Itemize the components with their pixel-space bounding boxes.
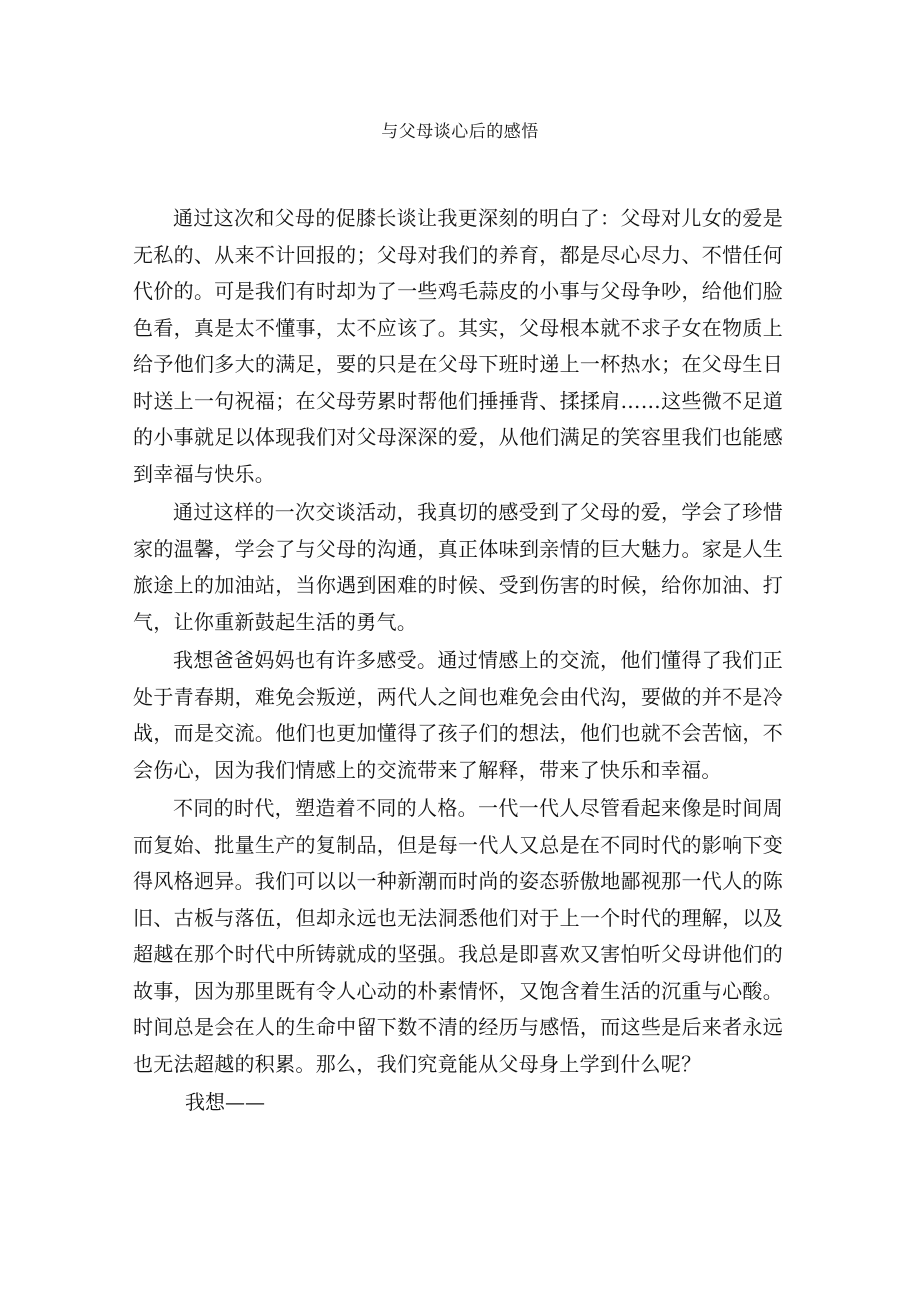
closing-line: 我想—— [185,1090,265,1114]
paragraph-1: 通过这次和父母的促膝长谈让我更深刻的明白了：父母对儿女的爱是无私的、从来不计回报的；父母对我们的养育，都是尽心尽力、不惜任何代价的。可是我们有时却为了一些鸡毛蒜皮的小事与父母争吵，给他们脸色看，真是太不懂事，太不应该了。其实，父母根本就不求子女在物质上给予他们多大的满足，要的只是在父母下班时递上一杯热水；在父母生日时送上一句祝福；在父母劳累时帮他们捶捶背、揉揉肩……这些微不足道的小事就足以体现我们对父母深深的爱，从他们满足的笑容里我们也能感到幸福与快乐。 [133,206,783,486]
document-title: 与父母谈心后的感悟 [381,122,539,142]
paragraph-4: 不同的时代，塑造着不同的人格。一代一代人尽管看起来像是时间周而复始、批量生产的复制品，但是每一代人又总是在不同时代的影响下变得风格迥异。我们可以以一种新潮而时尚的姿态骄傲地鄙视那一代人的陈旧、古板与落伍，但却永远也无法洞悉他们对于上一个时代的理解，以及超越在那个时代中所铸就成的坚强。我总是即喜欢又害怕听父母讲他们的故事，因为那里既有令人心动的朴素情怀，又饱含着生活的沉重与心酸。时间总是会在人的生命中留下数不清的经历与感悟，而这些是后来者永远也无法超越的积累。那么，我们究竟能从父母身上学到什么呢？ [133,796,783,1076]
paragraph-3: 我想爸爸妈妈也有许多感受。通过情感上的交流，他们懂得了我们正处于青春期，难免会叛逆，两代人之间也难免会由代沟，要做的并不是冷战，而是交流。他们也更加懂得了孩子们的想法，他们也就不会苦恼，不会伤心，因为我们情感上的交流带来了解释，带来了快乐和幸福。 [133,648,783,782]
document-body [133,200,783,1121]
paragraph-2: 通过这样的一次交谈活动，我真切的感受到了父母的爱，学会了珍惜家的温馨，学会了与父母的沟通，真正体味到亲情的巨大魅力。家是人生旅途上的加油站，当你遇到困难的时候、受到伤害的时候，给你加油、打气，让你重新鼓起生活的勇气。 [133,500,783,634]
